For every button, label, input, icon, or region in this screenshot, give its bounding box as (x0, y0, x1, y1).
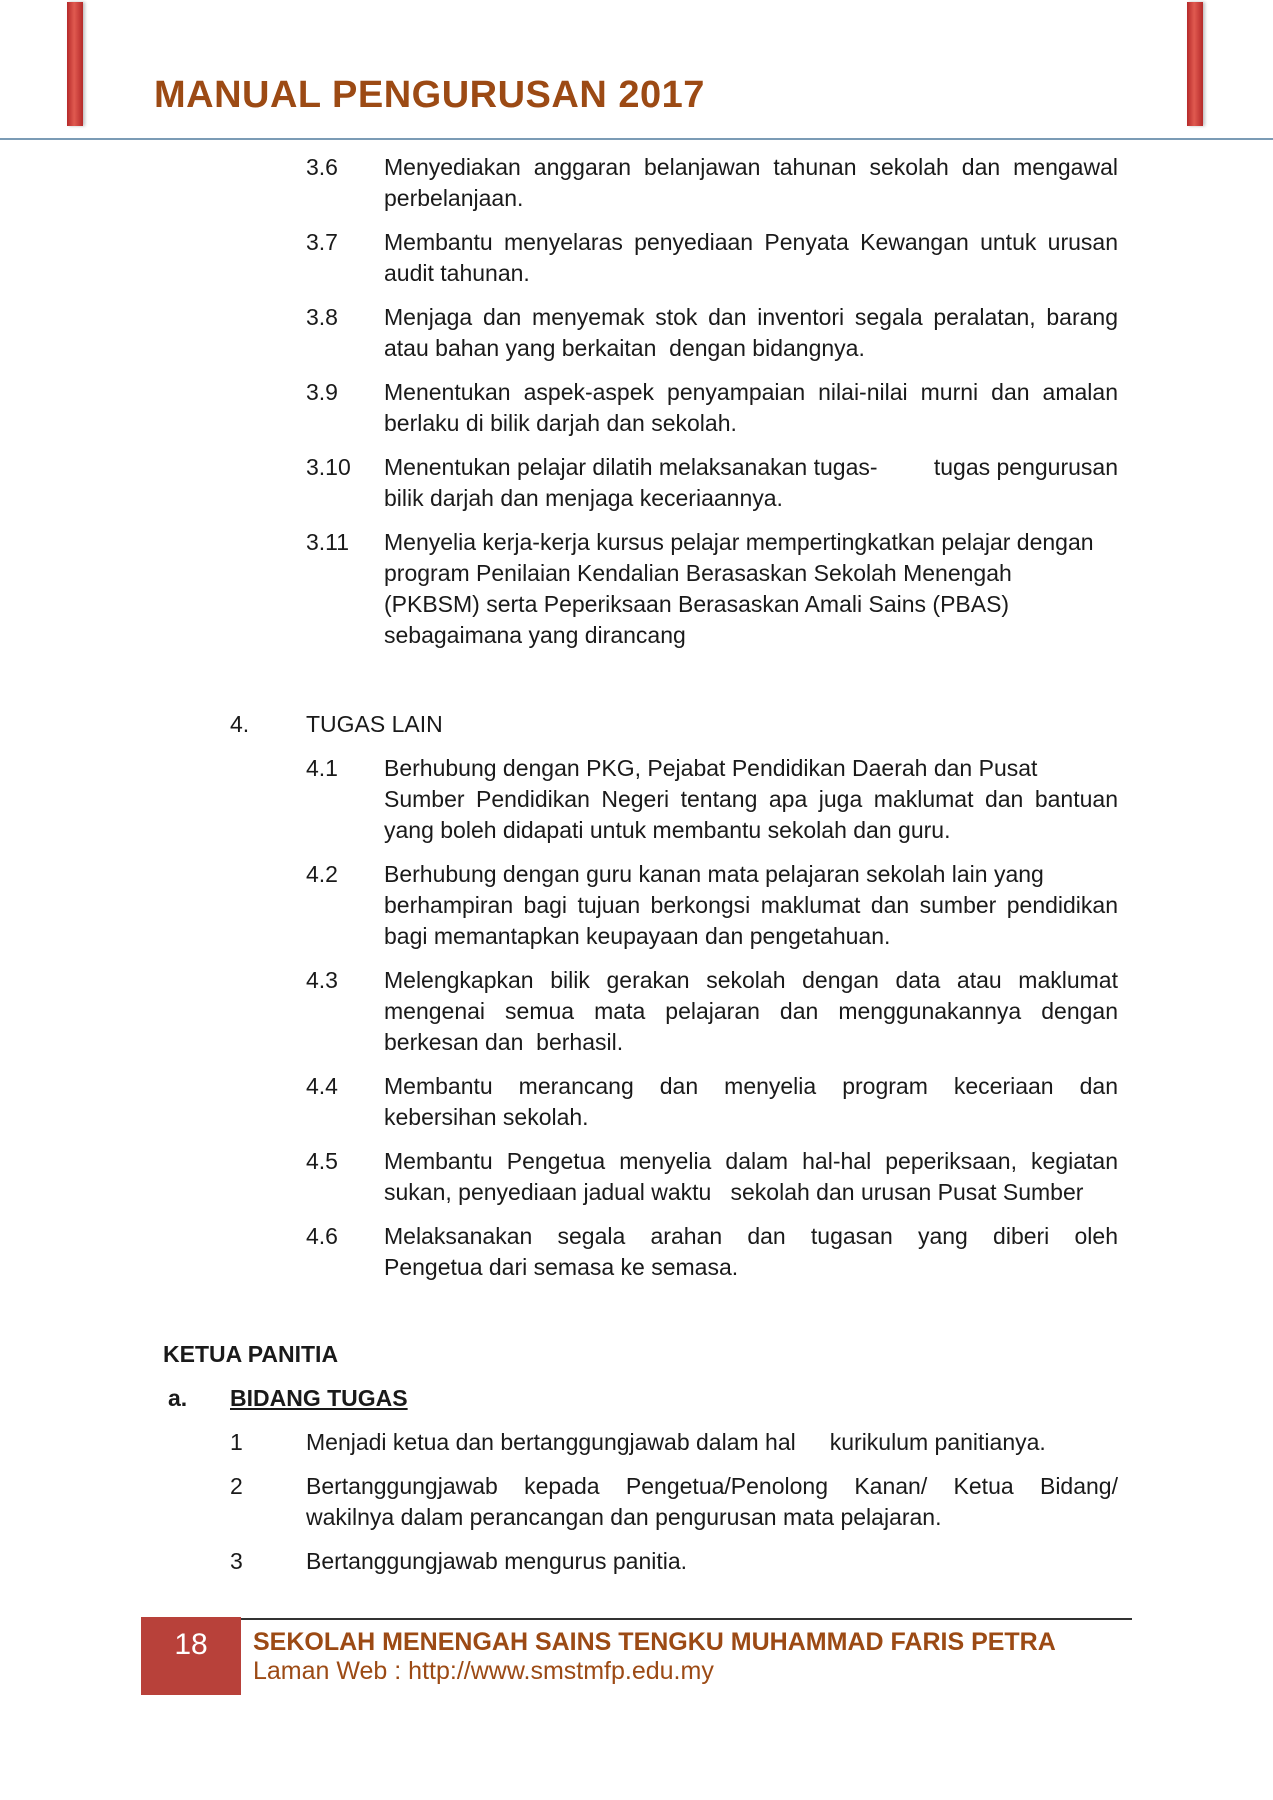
item-number: 3.6 (306, 154, 338, 180)
item-number: 1 (230, 1429, 243, 1455)
list-item (306, 1146, 1118, 1208)
item-text: berhampiran bagi tujuan berkongsi maklumat dan sumber pendidikan (384, 892, 1118, 918)
list-item (230, 1471, 1118, 1533)
item-number: 3.10 (306, 454, 351, 480)
item-text: program Penilaian Kendalian Berasaskan Sekolah Menengah (384, 560, 1012, 586)
item-text: Bertanggungjawab mengurus panitia. (306, 1548, 688, 1574)
item-number: 4.5 (306, 1148, 338, 1174)
page-number: 18 (174, 1628, 208, 1661)
item-number: 4.3 (306, 967, 338, 993)
item-number: 3.9 (306, 379, 338, 405)
item-text: Berhubung dengan PKG, Pejabat Pendidikan Daerah dan Pusat (384, 755, 1038, 781)
item-text: berkesan dan berhasil. (384, 1029, 624, 1055)
item-text: Menjadi ketua dan bertanggungjawab dalam hal (306, 1429, 796, 1455)
item-number: 3.8 (306, 304, 338, 330)
item-text: berlaku di bilik darjah dan sekolah. (384, 410, 737, 436)
item-text: Berhubung dengan guru kanan mata pelajaran sekolah lain yang (384, 861, 1044, 887)
list-item (306, 152, 1118, 214)
item-text: bagi memantapkan keupayaan dan pengetahuan. (384, 923, 891, 949)
list-item (230, 1546, 1118, 1577)
list-item (306, 753, 1118, 846)
header-divider (0, 138, 1273, 140)
list-item (306, 452, 1118, 514)
section-title: TUGAS LAIN (306, 711, 443, 737)
item-text: (PKBSM) serta Peperiksaan Berasaskan Amali Sains (PBAS) (384, 591, 1010, 617)
item-text: Melaksanakan segala arahan dan tugasan yang diberi oleh (384, 1223, 1118, 1249)
item-text: wakilnya dalam perancangan dan pengurusan mata pelajaran. (306, 1504, 942, 1530)
list-item (306, 965, 1118, 1058)
section-heading (230, 709, 443, 740)
list-item (306, 302, 1118, 364)
item-text: tugas pengurusan (933, 454, 1118, 480)
section-heading: KETUA PANITIA (163, 1341, 339, 1367)
list-item (306, 1221, 1118, 1283)
item-text: Sumber Pendidikan Negeri tentang apa juga maklumat dan bantuan (384, 786, 1118, 812)
item-text: Menjaga dan menyemak stok dan inventori segala peralatan, barang (384, 304, 1118, 330)
item-text: Membantu Pengetua menyelia dalam hal-hal peperiksaan, kegiatan (384, 1148, 1118, 1174)
item-number: 2 (230, 1473, 243, 1499)
item-text: sukan, penyediaan jadual waktu sekolah dan urusan Pusat Sumber (384, 1179, 1084, 1205)
item-text: audit tahunan. (384, 260, 530, 286)
item-text: Bertanggungjawab kepada Pengetua/Penolong Kanan/ Ketua Bidang/ (306, 1473, 1118, 1499)
page-title: MANUAL PENGURUSAN 2017 (154, 74, 705, 116)
website-link[interactable]: Laman Web : http://www.smstmfp.edu.my (253, 1657, 714, 1685)
list-item (306, 859, 1118, 952)
left-red-bar (67, 2, 83, 126)
item-text: atau bahan yang berkaitan dengan bidangnya. (384, 335, 865, 361)
item-text: Menentukan pelajar dilatih melaksanakan tugas- (384, 454, 878, 480)
list-item (306, 1071, 1118, 1133)
item-text: Membantu merancang dan menyelia program keceriaan dan (384, 1073, 1118, 1099)
item-text: perbelanjaan. (384, 185, 524, 211)
section-number: 4. (230, 711, 250, 737)
subsection-heading (168, 1383, 408, 1414)
item-text: bilik darjah dan menjaga keceriaannya. (384, 485, 783, 511)
school-name: SEKOLAH MENENGAH SAINS TENGKU MUHAMMAD FARIS PETRA (253, 1628, 1056, 1656)
item-number: 4.6 (306, 1223, 338, 1249)
item-text: Menentukan aspek-aspek penyampaian nilai-nilai murni dan amalan (384, 379, 1118, 405)
item-number: 4.2 (306, 861, 338, 887)
item-text: yang boleh didapati untuk membantu sekolah dan guru. (384, 817, 951, 843)
item-number: 3.11 (306, 529, 350, 555)
item-number: 4.1 (306, 755, 338, 781)
list-item (230, 1427, 1118, 1458)
item-text: Menyelia kerja-kerja kursus pelajar mempertingkatkan pelajar dengan (384, 529, 1094, 555)
item-text: kurikulum panitianya. (829, 1429, 1046, 1455)
list-item (306, 527, 1118, 651)
list-item (306, 377, 1118, 439)
list-item (306, 227, 1118, 289)
item-number: 4.4 (306, 1073, 338, 1099)
item-text: mengenai semua mata pelajaran dan menggunakannya dengan (384, 998, 1118, 1024)
subsection-title: BIDANG TUGAS (230, 1385, 408, 1411)
item-text: Menyediakan anggaran belanjawan tahunan sekolah dan mengawal (384, 154, 1118, 180)
subsection-letter: a. (168, 1385, 188, 1411)
item-text: sebagaimana yang dirancang (384, 622, 686, 648)
item-text: Membantu menyelaras penyediaan Penyata Kewangan untuk urusan (384, 229, 1118, 255)
item-number: 3.7 (306, 229, 338, 255)
right-red-bar (1187, 2, 1203, 126)
item-text: kebersihan sekolah. (384, 1104, 589, 1130)
item-text: Pengetua dari semasa ke semasa. (384, 1254, 739, 1280)
item-number: 3 (230, 1548, 243, 1574)
item-text: Melengkapkan bilik gerakan sekolah dengan data atau maklumat (384, 967, 1118, 993)
footer-divider (241, 1618, 1132, 1620)
